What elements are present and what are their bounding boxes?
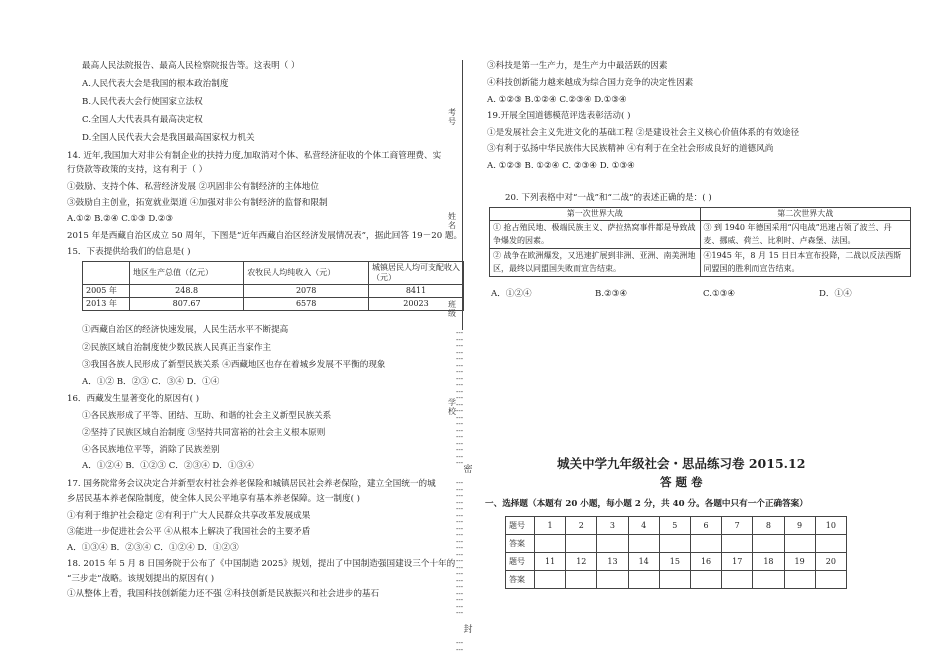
table-cell: 11 bbox=[535, 553, 566, 571]
q14-items-1: ①鼓励、支持个体、私营经济发展 ②巩固非公有制经济的主体地位 bbox=[67, 182, 319, 192]
seal-dashes-2: --- --- --- --- --- --- --- --- --- --- --- --- --- --- --- --- --- --- --- --- --- bbox=[456, 479, 464, 617]
table-cell: 2 bbox=[566, 517, 597, 535]
table-cell: 答案 bbox=[506, 535, 535, 553]
q18-stem: 18. 2015 年 5 月 8 日国务院于公布了《中国制造 2025》规划，提出了中国制造强国建设三个十年的 bbox=[67, 559, 456, 569]
table-row bbox=[506, 553, 847, 571]
q15-options: A．①② B．②③ C．③④ D．①④ bbox=[82, 377, 220, 387]
table-cell: 20 bbox=[815, 553, 846, 571]
q19-stem: 19.开展全国道德模范评选表彰活动( ) bbox=[487, 111, 631, 121]
q16-item-2: ②坚持了民族区域自治制度 ③坚持共同富裕的社会主义根本原则 bbox=[82, 428, 326, 438]
q18-item-4: ④科技创新能力越来越成为综合国力竞争的决定性因素 bbox=[487, 78, 694, 88]
q16-item-1: ①各民族形成了平等、团结、互助、和谐的社会主义新型民族关系 bbox=[82, 411, 332, 421]
table-cell: 17 bbox=[722, 553, 753, 571]
q13-option-c: C.全国人大代表具有最高决定权 bbox=[82, 115, 203, 125]
answer-cell[interactable] bbox=[784, 571, 815, 589]
table-cell: 20023 bbox=[369, 298, 464, 311]
table-cell: 8411 bbox=[369, 285, 464, 298]
answer-table bbox=[505, 516, 847, 589]
q15-table bbox=[82, 261, 464, 311]
q16-options: A．①②④ B．①②③ C．②③④ D．①③④ bbox=[82, 461, 254, 471]
answer-cell[interactable] bbox=[566, 535, 597, 553]
q16-stem: 16．西藏发生显著变化的原因有( ) bbox=[67, 394, 200, 404]
table-cell: 9 bbox=[784, 517, 815, 535]
table-header-cell: 第二次世界大战 bbox=[700, 208, 911, 221]
q14-stem: 14. 近年,我国加大对非公有制企业的扶持力度,加取消对个体、私营经济征收的个体工商管理费、实 bbox=[67, 151, 442, 161]
seal-dashes-1: --- --- --- --- --- --- --- --- --- --- --- --- --- --- --- --- --- --- --- --- --- bbox=[456, 329, 464, 467]
q14-items-2: ③鼓励自主创业，拓宽就业渠道 ④加强对非公有制经济的监督和限制 bbox=[67, 198, 328, 208]
table-cell: 3 bbox=[597, 517, 628, 535]
q20-table bbox=[489, 207, 911, 277]
q18-items-1: ①从整体上看，我国科技创新能力还不强 ②科技创新是民族振兴和社会进步的基石 bbox=[67, 589, 380, 599]
answer-cell[interactable] bbox=[597, 535, 628, 553]
q17-stem: 17. 国务院常务会议决定合并新型农村社会养老保险和城镇居民社会养老保险，建立全国统一的城 bbox=[67, 479, 436, 489]
q20-stem: 20. 下列表格中对“一战”和“二战”的表述正确的是：( ) bbox=[505, 193, 712, 203]
table-cell: ② 战争在欧洲爆发，又迅速扩展到非洲、亚洲、南美洲地区，最终以同盟国失败而宣告结束。 bbox=[490, 249, 701, 277]
table-cell: 7 bbox=[722, 517, 753, 535]
table-cell: 18 bbox=[753, 553, 784, 571]
q17-items-2: ③能进一步促进社会公平 ④从根本上解决了我国社会的主要矛盾 bbox=[67, 527, 311, 537]
q13-option-b: B.人民代表大会行使国家立法权 bbox=[82, 97, 203, 107]
table-cell: 题号 bbox=[506, 553, 535, 571]
label-name: 姓名 bbox=[448, 212, 456, 230]
label-exam-number: 考号 bbox=[448, 108, 456, 126]
table-row bbox=[506, 535, 847, 553]
q17-stem-2: 乡居民基本养老保险制度，使全体人民公平地享有基本养老保障。这一制度( ) bbox=[67, 494, 361, 504]
q18-stem-2: “三步走”战略。该规划提出的原因有( ) bbox=[67, 574, 215, 584]
q20-option-d: D．①④ bbox=[819, 289, 852, 299]
answer-cell[interactable] bbox=[535, 535, 566, 553]
table-header-cell: 城镇居民人均可支配收入（元） bbox=[369, 262, 464, 285]
answer-cell[interactable] bbox=[690, 571, 721, 589]
q20-option-b: B.②③④ bbox=[595, 289, 628, 299]
answer-cell[interactable] bbox=[722, 535, 753, 553]
seal-dashes-3: --- --- bbox=[456, 639, 464, 654]
table-cell: 2005 年 bbox=[83, 285, 130, 298]
table-cell: 6 bbox=[690, 517, 721, 535]
seal-char-feng: 封 bbox=[463, 625, 473, 635]
table-cell: 2013 年 bbox=[83, 298, 130, 311]
seal-char-mi: 密 bbox=[463, 465, 473, 475]
table-row bbox=[506, 571, 847, 589]
table-header-cell: 农牧民人均纯收入（元） bbox=[244, 262, 369, 285]
table-row bbox=[83, 285, 464, 298]
table-row bbox=[490, 221, 911, 249]
table-header-cell: 第一次世界大战 bbox=[490, 208, 701, 221]
table-cell: 2078 bbox=[244, 285, 369, 298]
table-cell: ① 抢占殖民地、极端民族主义、萨拉热窝事件都是导致战争爆发的因素。 bbox=[490, 221, 701, 249]
q19-options: A. ①②③ B. ①②④ C. ②③④ D. ①③④ bbox=[487, 161, 635, 171]
binding-line bbox=[462, 60, 463, 330]
answer-cell[interactable] bbox=[597, 571, 628, 589]
table-cell: 5 bbox=[659, 517, 690, 535]
q17-items-1: ①有利于维护社会稳定 ②有利于广大人民群众共享改革发展成果 bbox=[67, 511, 311, 521]
answer-cell[interactable] bbox=[722, 571, 753, 589]
answer-cell[interactable] bbox=[628, 571, 659, 589]
q18-item-3: ③科技是第一生产力，是生产力中最活跃的因素 bbox=[487, 61, 668, 71]
answer-cell[interactable] bbox=[659, 571, 690, 589]
q14-options: A.①② B.②④ C.①③ D.②③ bbox=[67, 214, 174, 224]
table-cell: 题号 bbox=[506, 517, 535, 535]
table-cell: 12 bbox=[566, 553, 597, 571]
q15-item-3: ③我国各族人民形成了新型民族关系 ④西藏地区也存在着城乡发展不平衡的现象 bbox=[82, 360, 386, 370]
q19-items-1: ①是发展社会主义先进文化的基础工程 ②是建设社会主义核心价值体系的有效途径 bbox=[487, 128, 800, 138]
q15-stem: 15．下表提供给我们的信息是( ) bbox=[67, 247, 191, 257]
answer-cell[interactable] bbox=[566, 571, 597, 589]
q15-item-1: ①西藏自治区的经济快速发展，人民生活水平不断提高 bbox=[82, 325, 289, 335]
answer-cell[interactable] bbox=[753, 571, 784, 589]
q14-stem-2: 行贷款等政策的支持，这有利于（ ） bbox=[67, 165, 208, 175]
label-class: 班级 bbox=[448, 300, 456, 318]
answer-cell[interactable] bbox=[753, 535, 784, 553]
table-cell: 248.8 bbox=[130, 285, 244, 298]
answer-sheet-subtitle: 答 题 卷 bbox=[660, 475, 703, 489]
table-cell: 807.67 bbox=[130, 298, 244, 311]
q13-option-d: D.全国人民代表大会是我国最高国家权力机关 bbox=[82, 133, 255, 143]
table-cell: 19 bbox=[784, 553, 815, 571]
q18-options: A. ①②③ B.①②④ C.②③④ D.①③④ bbox=[487, 95, 627, 105]
answer-cell[interactable] bbox=[690, 535, 721, 553]
table-cell: 15 bbox=[659, 553, 690, 571]
table-cell: ③ 到 1940 年德国采用“闪电战”迅速占领了波兰、丹麦、挪威、荷兰、比利时、卢森堡、法国。 bbox=[700, 221, 911, 249]
q20-option-a: A．①②④ bbox=[491, 289, 532, 299]
table-cell: 1 bbox=[535, 517, 566, 535]
table-cell: 10 bbox=[815, 517, 846, 535]
label-school: 学校 bbox=[448, 398, 456, 416]
q13-stem-tail: 最高人民法院报告、最高人民检察院报告等。这表明（ ） bbox=[82, 61, 300, 71]
q16-item-3: ④各民族地位平等，消除了民族差别 bbox=[82, 445, 220, 455]
table-header-cell: 地区生产总值（亿元） bbox=[130, 262, 244, 285]
answer-cell[interactable] bbox=[815, 571, 846, 589]
table-cell: 8 bbox=[753, 517, 784, 535]
q19-items-2: ③有利于弘扬中华民族伟大民族精神 ④有利于在全社会形成良好的道德风尚 bbox=[487, 144, 774, 154]
page-title: 城关中学九年级社会・思品练习卷 2015.12 bbox=[557, 456, 806, 471]
answer-cell[interactable] bbox=[815, 535, 846, 553]
answer-cell[interactable] bbox=[535, 571, 566, 589]
table-row bbox=[83, 298, 464, 311]
table-cell: ④1945 年，8 月 15 日日本宣布投降，二战以反法西斯同盟国的胜利而宣告结束。 bbox=[700, 249, 911, 277]
answer-cell[interactable] bbox=[784, 535, 815, 553]
section-heading: 一、选择题（本题有 20 小题，每小题 2 分，共 40 分。各题中只有一个正确答案） bbox=[485, 499, 808, 509]
table-row bbox=[490, 249, 911, 277]
table-cell: 答案 bbox=[506, 571, 535, 589]
q13-option-a: A.人民代表大会是我国的根本政治制度 bbox=[82, 79, 229, 89]
q17-options: A．①③④ B．②③④ C．①②④ D．①②③ bbox=[67, 543, 239, 553]
table-header-cell bbox=[83, 262, 130, 285]
q20-option-c: C.①③④ bbox=[703, 289, 736, 299]
table-cell: 4 bbox=[628, 517, 659, 535]
answer-cell[interactable] bbox=[659, 535, 690, 553]
table-cell: 16 bbox=[690, 553, 721, 571]
q15-item-2: ②民族区域自治制度使少数民族人民真正当家作主 bbox=[82, 343, 272, 353]
table-cell: 13 bbox=[597, 553, 628, 571]
tibet-intro: 2015 年是西藏自治区成立 50 周年，下图是“近年西藏自治区经济发展情况表”，据此回答 19－20 题。 bbox=[67, 231, 463, 241]
answer-cell[interactable] bbox=[628, 535, 659, 553]
table-cell: 6578 bbox=[244, 298, 369, 311]
table-row bbox=[506, 517, 847, 535]
table-cell: 14 bbox=[628, 553, 659, 571]
